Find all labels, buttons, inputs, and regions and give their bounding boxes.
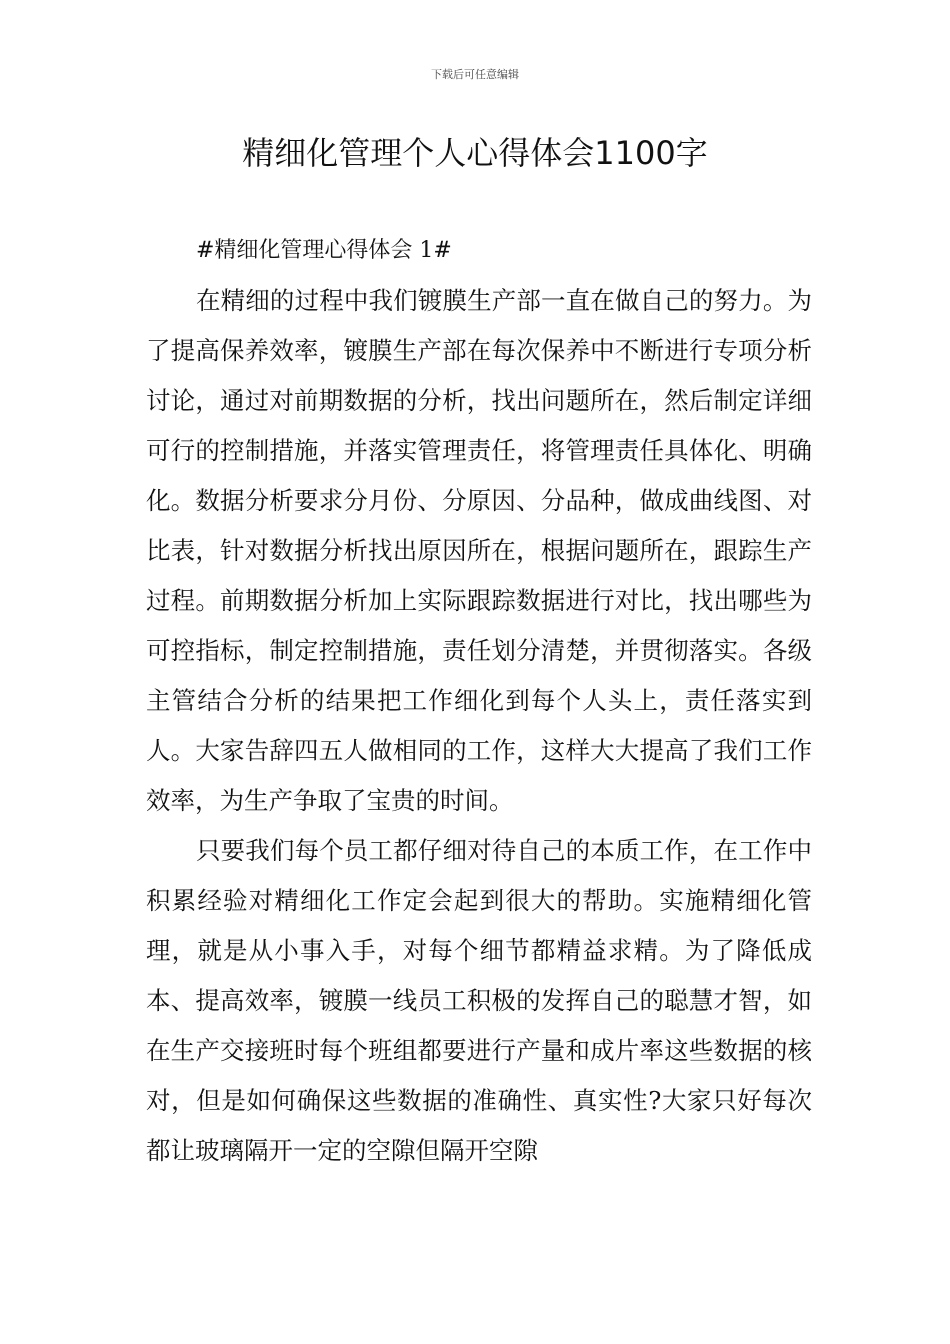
paragraph-1: 在精细的过程中我们镀膜生产部一直在做自己的努力。为了提高保养效率，镀膜生产部在每次保养中不断进行专项分析讨论，通过对前期数据的分析，找出问题所在，然后制定详细可行的控制措施，并落实管理责任，将管理责任具体化、明确化。数据分析要求分月份、分原因、分品种，做成曲线图、对比表，针对数据分析找出原因所在，根据问题所在，跟踪生产过程。前期数据分析加上实际跟踪数据进行对比，找出哪些为可控指标，制定控制措施，责任划分清楚，并贯彻落实。各级主管结合分析的结果把工作细化到每个人头上，责任落实到人。大家告辞四五人做相同的工作，这样大大提高了我们工作效率，为生产争取了宝贵的时间。 (146, 286, 812, 815)
section-heading: #精细化管理心得体会 1# (196, 238, 452, 263)
paragraph-2: 只要我们每个员工都仔细对待自己的本质工作，在工作中积累经验对精细化工作定会起到很大的帮助。实施精细化管理，就是从小事入手，对每个细节都精益求精。为了降低成本、提高效率，镀膜一线员工积极的发挥自己的聪慧才智，如在生产交接班时每个班组都要进行产量和成片率这些数据的核对，但是如何确保这些数据的准确性、真实性?大家只好每次都让玻璃隔开一定的空隙但隔开空隙 (146, 836, 812, 1165)
header-note: 下载后可任意编辑 (431, 68, 519, 81)
document-title: 精细化管理个人心得体会1100字 (242, 134, 708, 172)
document-body (146, 226, 812, 1176)
